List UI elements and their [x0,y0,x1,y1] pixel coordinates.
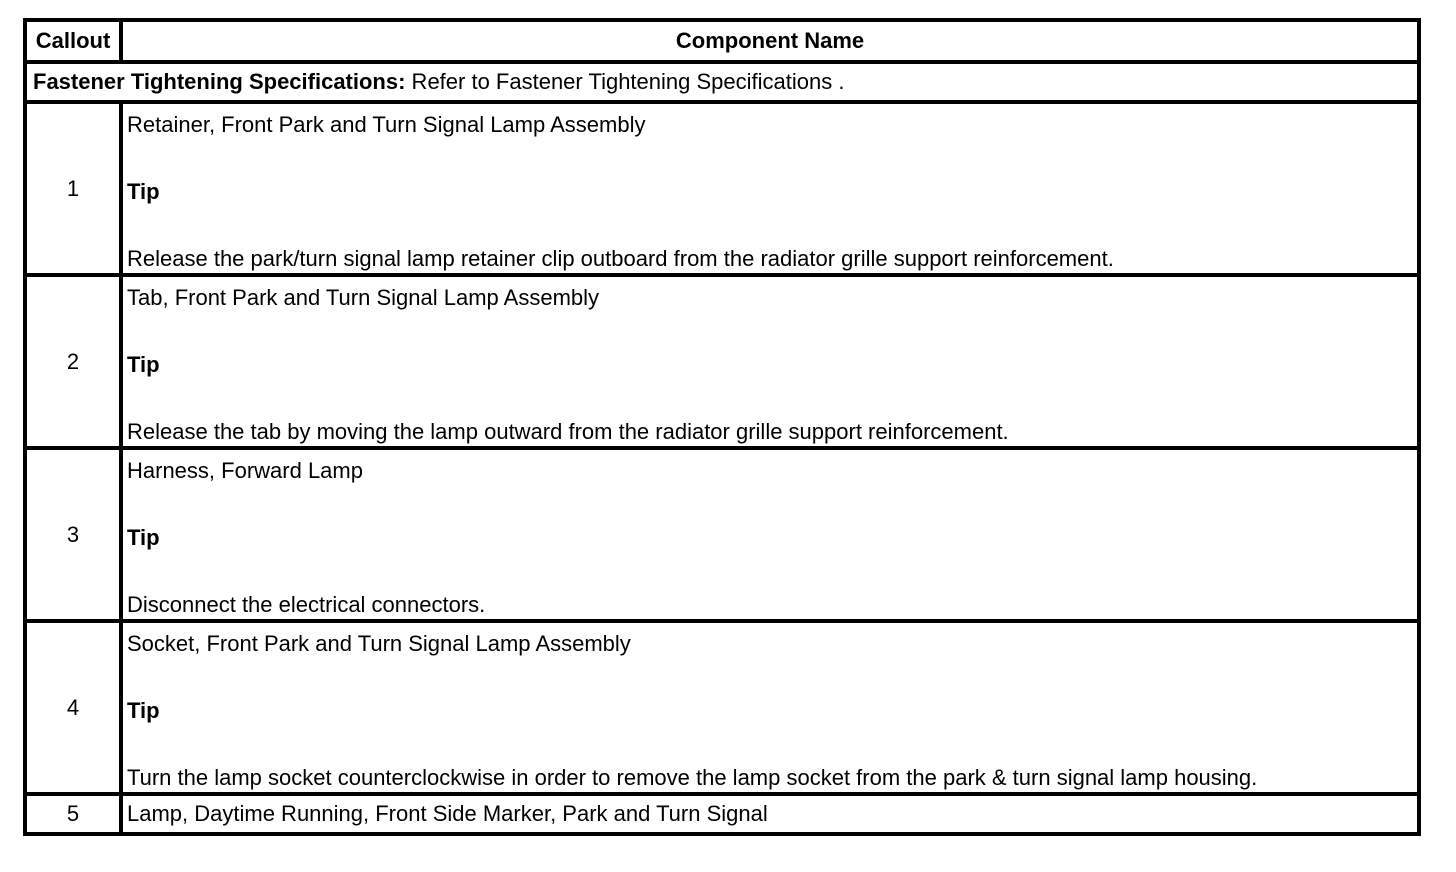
table-row [25,621,1419,794]
table-row [25,448,1419,621]
callout-number: 2 [25,275,121,448]
tip-label: Tip [127,352,160,377]
table-row [25,275,1419,448]
component-name: Lamp, Daytime Running, Front Side Marker, Park and Turn Signal [121,794,1419,834]
component-table [23,18,1421,836]
table-header-row [25,20,1419,62]
component-cell [121,621,1419,794]
callout-number: 3 [25,448,121,621]
fastener-spec-text: Refer to Fastener Tightening Specifications . [405,69,845,94]
tip-text: Release the park/turn signal lamp retainer clip outboard from the radiator grille support reinforcement. [127,246,1114,271]
tip-label: Tip [127,525,160,550]
fastener-spec-cell [25,62,1419,102]
table-row [25,794,1419,834]
tip-text: Turn the lamp socket counterclockwise in order to remove the lamp socket from the park & turn signal lamp housing. [127,765,1258,790]
tip-label: Tip [127,698,160,723]
tip-text: Disconnect the electrical connectors. [127,592,486,617]
callout-number: 5 [25,794,121,834]
callout-number: 1 [25,102,121,275]
tip-label: Tip [127,179,160,204]
header-callout: Callout [25,20,121,62]
table-row [25,102,1419,275]
component-name: Retainer, Front Park and Turn Signal Lamp Assembly [127,112,646,137]
component-cell [121,275,1419,448]
header-component-name: Component Name [121,20,1419,62]
component-name: Socket, Front Park and Turn Signal Lamp Assembly [127,631,631,656]
component-cell [121,102,1419,275]
component-cell [121,448,1419,621]
tip-text: Release the tab by moving the lamp outward from the radiator grille support reinforcement. [127,419,1009,444]
component-name: Harness, Forward Lamp [127,458,363,483]
fastener-spec-row [25,62,1419,102]
component-name: Tab, Front Park and Turn Signal Lamp Assembly [127,285,600,310]
callout-number: 4 [25,621,121,794]
fastener-spec-label: Fastener Tightening Specifications: [33,69,406,94]
